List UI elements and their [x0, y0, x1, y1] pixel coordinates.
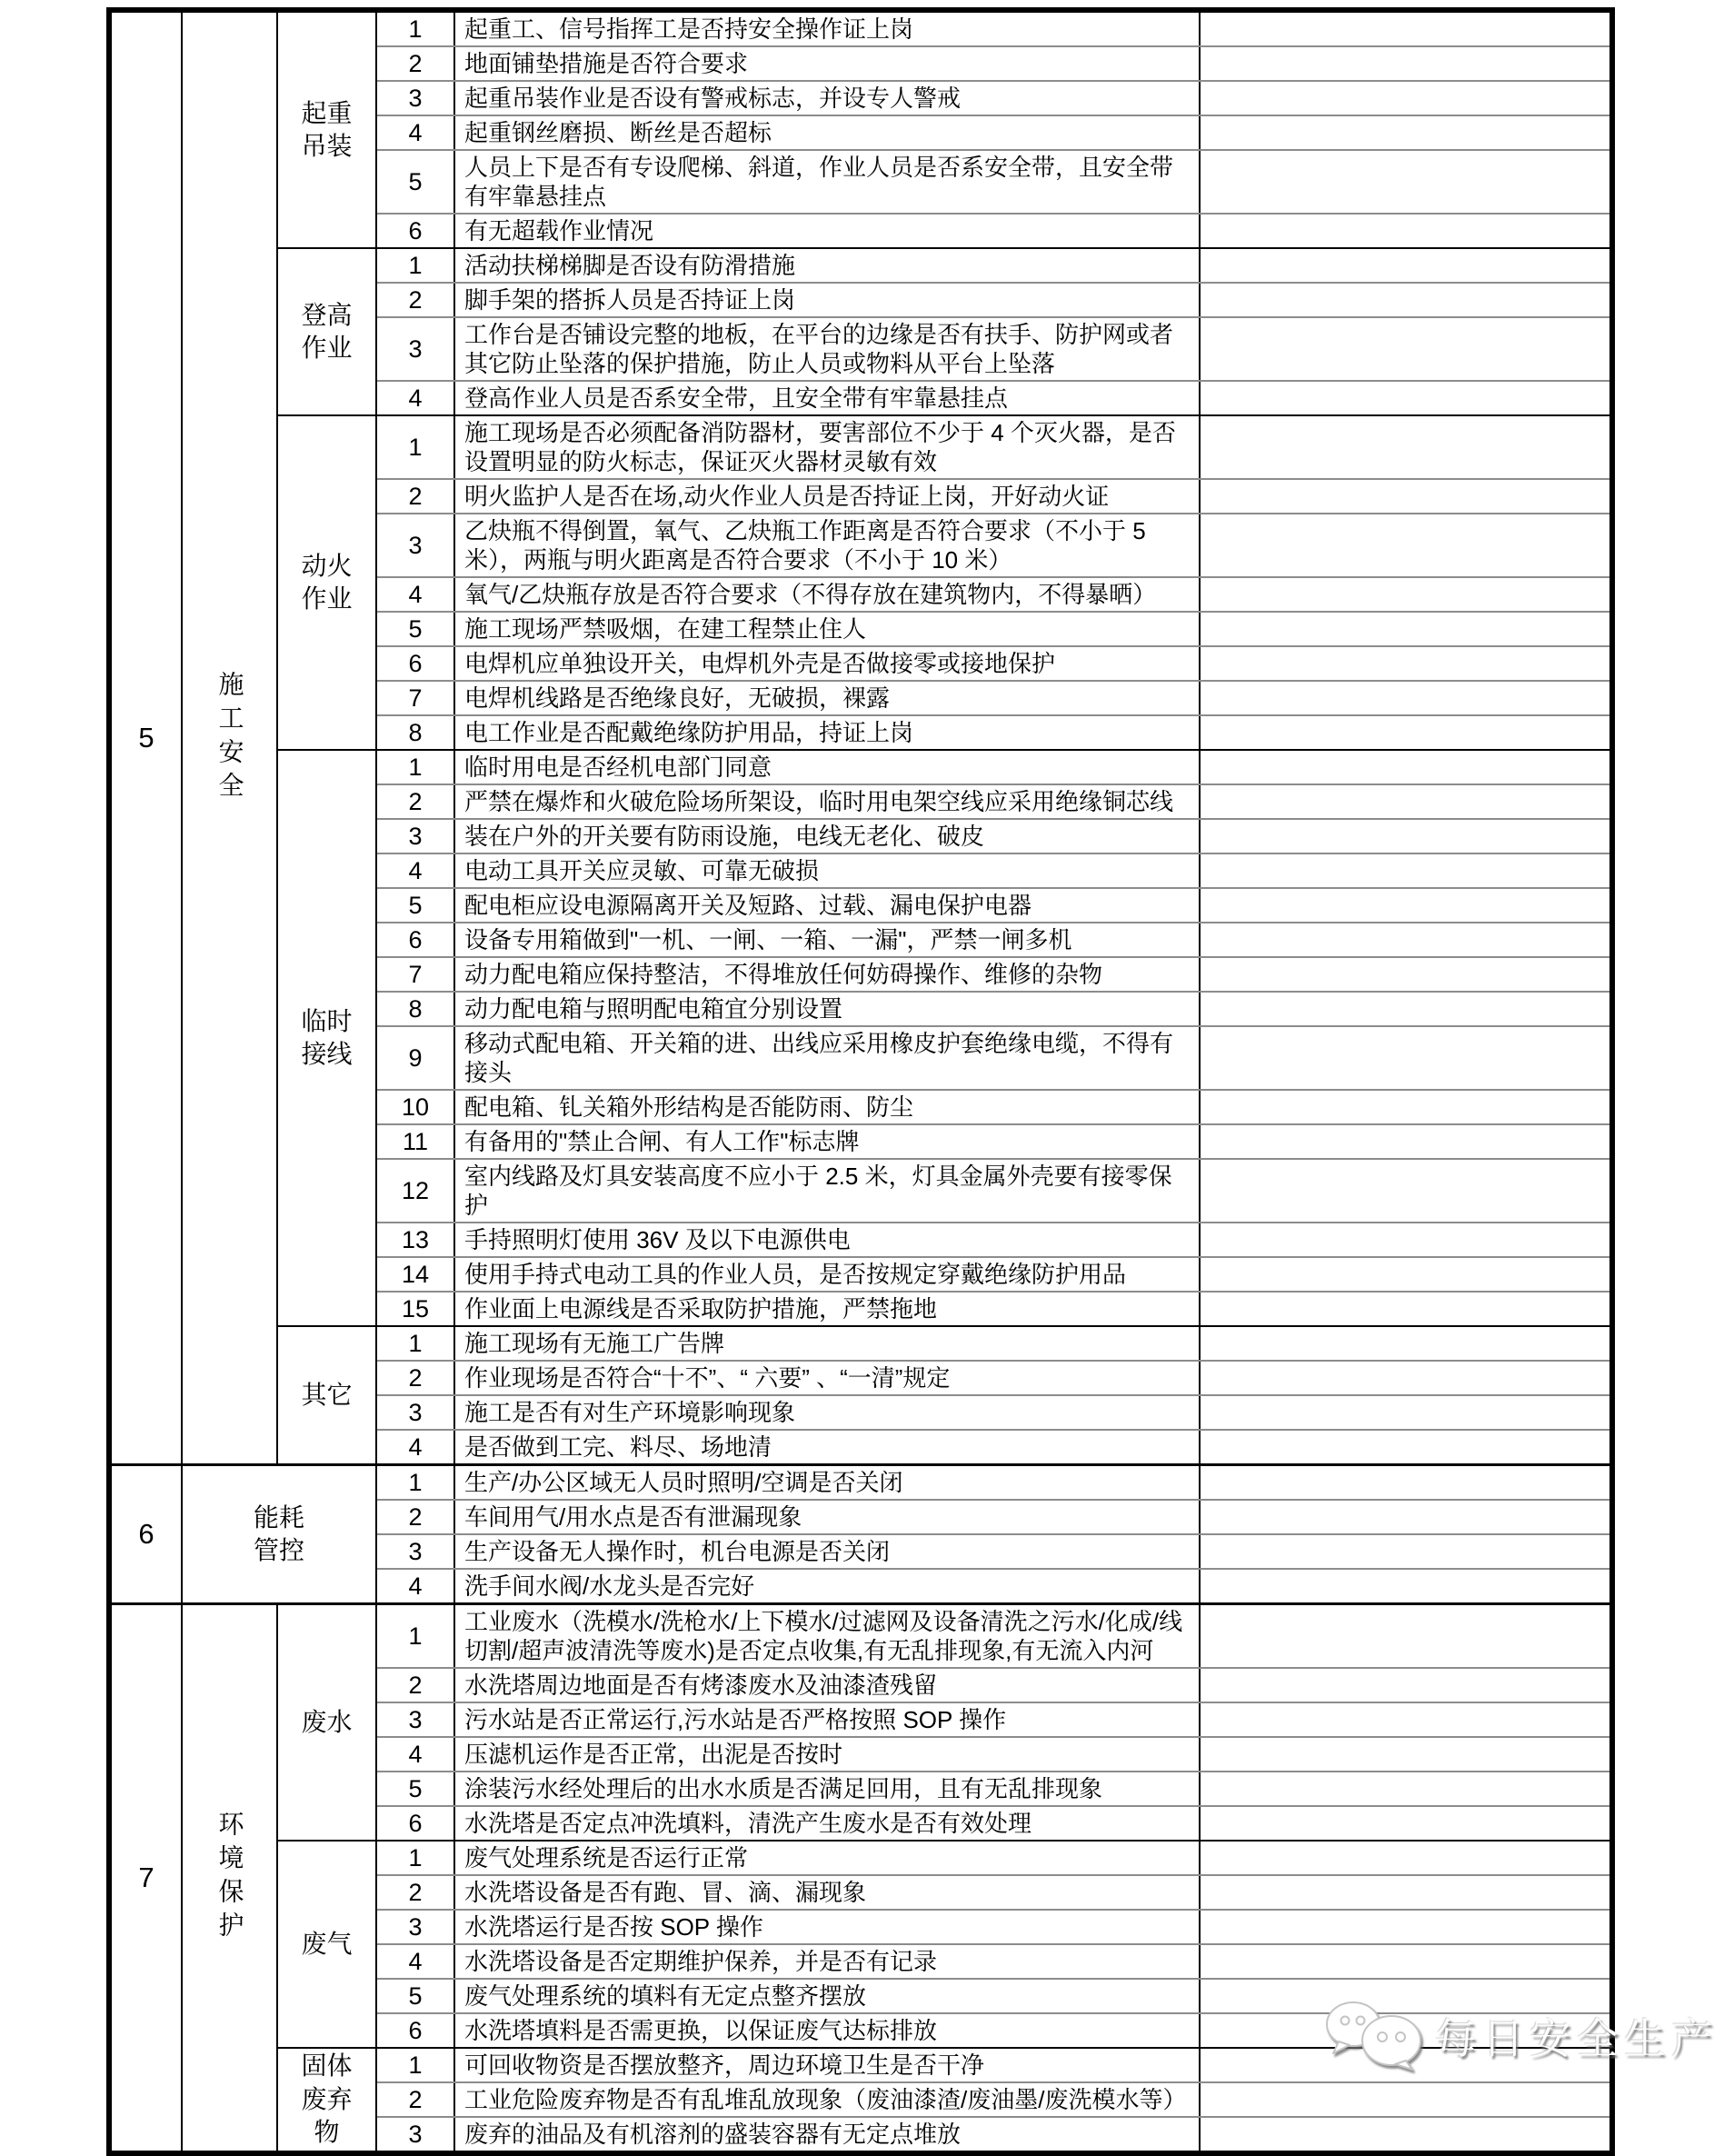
group-items: [377, 1466, 1609, 1602]
checklist-row: [377, 784, 1609, 818]
checklist-row: [377, 249, 1609, 282]
result-cell: [1201, 1501, 1609, 1533]
checklist-row: [377, 853, 1609, 887]
item-number-cell: 10: [377, 1091, 455, 1123]
result-cell: [1201, 578, 1609, 611]
item-number-cell: 4: [377, 578, 455, 611]
item-number-cell: 2: [377, 1501, 455, 1533]
item-description-cell: 有备用的"禁止合闸、有人工作"标志牌: [455, 1125, 1201, 1158]
result-cell: [1201, 1258, 1609, 1291]
item-description-cell: 室内线路及灯具安装高度不应小于 2.5 米，灯具金属外壳要有接零保护: [455, 1160, 1201, 1222]
item-number-cell: 15: [377, 1293, 455, 1325]
checklist-row: [377, 1466, 1609, 1499]
checklist-row: [377, 1394, 1609, 1429]
item-number-cell: 1: [377, 751, 455, 784]
checklist-row: [377, 282, 1609, 316]
item-number-cell: 13: [377, 1223, 455, 1256]
subcategory-cell: [278, 1327, 377, 1463]
item-description-cell: 手持照明灯使用 36V 及以下电源供电: [455, 1223, 1201, 1256]
result-cell: [1201, 1535, 1609, 1568]
checklist-row: [377, 2012, 1609, 2047]
checklist-row: [377, 1291, 1609, 1325]
item-number-cell: 4: [377, 1431, 455, 1463]
item-number-cell: 6: [377, 2014, 455, 2047]
item-description-cell: 起重吊装作业是否设有警戒标志，并设专人警戒: [455, 82, 1201, 115]
item-description-cell: 工业废水（洗模水/洗枪水/上下模水/过滤网及设备清洗之污水/化成/线切割/超声波清洗等废水)是否定点收集,有无乱排现象,有无流入内河: [455, 1605, 1201, 1667]
checklist-row: [377, 316, 1609, 380]
item-description-cell: 乙炔瓶不得倒置，氧气、乙炔瓶工作距离是否符合要求（不小于 5 米），两瓶与明火距离是否符合要求（不小于 10 米）: [455, 514, 1201, 576]
result-cell: [1201, 682, 1609, 714]
checklist-table: [106, 7, 1615, 2156]
item-description-cell: 水洗塔运行是否按 SOP 操作: [455, 1911, 1201, 1943]
group-其它: [278, 1325, 1609, 1463]
item-description-cell: 是否做到工完、料尽、场地清: [455, 1431, 1201, 1463]
checklist-row: [377, 576, 1609, 611]
item-number-cell: 1: [377, 1466, 455, 1499]
item-description-cell: 电动工具开关应灵敏、可靠无破损: [455, 854, 1201, 887]
item-number-cell: 3: [377, 1703, 455, 1736]
item-description-cell: 生产设备无人操作时，机台电源是否关闭: [455, 1535, 1201, 1568]
checklist-row: [377, 478, 1609, 513]
group-固体废弃物: [278, 2047, 1609, 2151]
section-number-cell: 6: [112, 1466, 183, 1602]
item-description-cell: 水洗塔是否定点冲洗填料，清洗产生废水是否有效处理: [455, 1807, 1201, 1840]
checklist-row: [377, 1533, 1609, 1568]
item-number-cell: 12: [377, 1160, 455, 1222]
category-label: 能耗管控: [253, 1502, 304, 1564]
subcategory-label: 固体废弃物: [301, 2051, 353, 2147]
result-cell: [1201, 116, 1609, 149]
result-cell: [1201, 2118, 1609, 2151]
result-cell: [1201, 1362, 1609, 1394]
section-7: [112, 1602, 1609, 2151]
subcategory-cell: [278, 751, 377, 1325]
subcategory-cell: [278, 13, 377, 247]
item-description-cell: 水洗塔周边地面是否有烤漆废水及油漆渣残留: [455, 1669, 1201, 1702]
item-number-cell: 2: [377, 480, 455, 513]
result-cell: [1201, 820, 1609, 853]
item-description-cell: 电焊机应单独设开关，电焊机外壳是否做接零或接地保护: [455, 647, 1201, 680]
result-cell: [1201, 1605, 1609, 1667]
item-description-cell: 设备专用箱做到"一机、一闸、一箱、一漏"，严禁一闸多机: [455, 923, 1201, 956]
checklist-row: [377, 1256, 1609, 1291]
result-cell: [1201, 1125, 1609, 1158]
result-cell: [1201, 47, 1609, 80]
item-description-cell: 电工作业是否配戴绝缘防护用品，持证上岗: [455, 716, 1201, 749]
item-number-cell: 3: [377, 82, 455, 115]
item-description-cell: 装在户外的开关要有防雨设施，电线无老化、破皮: [455, 820, 1201, 853]
checklist-row: [377, 1805, 1609, 1840]
item-number-cell: 9: [377, 1027, 455, 1089]
item-number-cell: 1: [377, 1327, 455, 1360]
result-cell: [1201, 1160, 1609, 1222]
checklist-row: [377, 1605, 1609, 1667]
subcategory-label: 临时接线: [301, 1006, 353, 1068]
result-cell: [1201, 13, 1609, 45]
item-number-cell: 6: [377, 1807, 455, 1840]
item-description-cell: 施工现场是否必须配备消防器材，要害部位不少于 4 个灭火器，是否设置明显的防火标志，保证灭火器材灵敏有效: [455, 416, 1201, 478]
subcategory-cell: [278, 249, 377, 414]
subcategory-label: 动火作业: [301, 551, 353, 613]
checklist-row: [377, 149, 1609, 213]
item-description-cell: 压滤机运作是否正常，出泥是否按时: [455, 1738, 1201, 1771]
item-description-cell: 施工现场有无施工广告牌: [455, 1327, 1201, 1360]
checklist-row: [377, 1025, 1609, 1089]
item-description-cell: 洗手间水阀/水龙头是否完好: [455, 1570, 1201, 1602]
group-废气: [278, 1840, 1609, 2047]
result-cell: [1201, 249, 1609, 282]
item-description-cell: 废弃的油品及有机溶剂的盛装容器有无定点堆放: [455, 2118, 1201, 2151]
item-number-cell: 5: [377, 889, 455, 922]
group-废水: [278, 1605, 1609, 1840]
result-cell: [1201, 416, 1609, 478]
checklist-row: [377, 991, 1609, 1025]
item-number-cell: 4: [377, 1945, 455, 1978]
checklist-row: [377, 1909, 1609, 1943]
item-description-cell: 作业现场是否符合“十不”、“ 六要” 、“一清”规定: [455, 1362, 1201, 1394]
item-number-cell: 3: [377, 514, 455, 576]
subcategory-label: 其它: [301, 1380, 353, 1409]
result-cell: [1201, 1091, 1609, 1123]
checklist-row: [377, 1736, 1609, 1771]
item-description-cell: 登高作业人员是否系安全带，且安全带有牢靠悬挂点: [455, 382, 1201, 414]
checklist-row: [377, 818, 1609, 853]
result-cell: [1201, 1669, 1609, 1702]
checklist-row: [377, 1499, 1609, 1533]
result-cell: [1201, 716, 1609, 749]
item-description-cell: 污水站是否正常运行,污水站是否严格按照 SOP 操作: [455, 1703, 1201, 1736]
checklist-row: [377, 1978, 1609, 2012]
checklist-row: [377, 80, 1609, 115]
item-description-cell: 动力配电箱应保持整洁，不得堆放任何妨碍操作、维修的杂物: [455, 958, 1201, 991]
item-number-cell: 1: [377, 1842, 455, 1874]
item-description-cell: 动力配电箱与照明配电箱宜分别设置: [455, 993, 1201, 1025]
item-number-cell: 11: [377, 1125, 455, 1158]
checklist-row: [377, 13, 1609, 45]
result-cell: [1201, 993, 1609, 1025]
checklist-row: [377, 45, 1609, 80]
item-number-cell: 5: [377, 1772, 455, 1805]
item-description-cell: 生产/办公区域无人员时照明/空调是否关闭: [455, 1466, 1201, 1499]
item-number-cell: 3: [377, 1535, 455, 1568]
group-起重吊装: [278, 13, 1609, 247]
result-cell: [1201, 1396, 1609, 1429]
result-cell: [1201, 382, 1609, 414]
item-description-cell: 作业面上电源线是否采取防护措施，严禁拖地: [455, 1293, 1201, 1325]
item-description-cell: 水洗塔填料是否需更换，以保证废气达标排放: [455, 2014, 1201, 2047]
item-description-cell: 施工是否有对生产环境影响现象: [455, 1396, 1201, 1429]
checklist-row: [377, 645, 1609, 680]
item-number-cell: 3: [377, 318, 455, 380]
section-5: [112, 13, 1609, 1463]
item-description-cell: 工作台是否铺设完整的地板，在平台的边缘是否有扶手、防护网或者其它防止坠落的保护措施，防止人员或物料从平台上坠落: [455, 318, 1201, 380]
item-description-cell: 水洗塔设备是否定期维护保养，并是否有记录: [455, 1945, 1201, 1978]
result-cell: [1201, 1807, 1609, 1840]
result-cell: [1201, 1293, 1609, 1325]
item-number-cell: 1: [377, 416, 455, 478]
item-number-cell: 2: [377, 1876, 455, 1909]
result-cell: [1201, 889, 1609, 922]
item-description-cell: 人员上下是否有专设爬梯、斜道，作业人员是否系安全带，且安全带有牢靠悬挂点: [455, 151, 1201, 213]
result-cell: [1201, 1027, 1609, 1089]
item-number-cell: 3: [377, 1396, 455, 1429]
item-number-cell: 8: [377, 993, 455, 1025]
result-cell: [1201, 514, 1609, 576]
result-cell: [1201, 2014, 1609, 2047]
section-number-cell: 5: [112, 13, 183, 1463]
item-number-cell: 2: [377, 47, 455, 80]
subcategory-cell: [278, 2049, 377, 2151]
result-cell: [1201, 151, 1609, 213]
item-description-cell: 严禁在爆炸和火破危险场所架设，临时用电架空线应采用绝缘铜芯线: [455, 785, 1201, 818]
section-6: [112, 1463, 1609, 1602]
result-cell: [1201, 480, 1609, 513]
result-cell: [1201, 318, 1609, 380]
checklist-row: [377, 956, 1609, 991]
item-number-cell: 5: [377, 151, 455, 213]
subcategory-cell: [278, 1842, 377, 2047]
checklist-row: [377, 1874, 1609, 1909]
item-number-cell: 4: [377, 1738, 455, 1771]
item-number-cell: 4: [377, 854, 455, 887]
subcategory-cell: [278, 1605, 377, 1840]
result-cell: [1201, 215, 1609, 247]
checklist-row: [377, 1158, 1609, 1222]
result-cell: [1201, 1570, 1609, 1602]
item-description-cell: 废气处理系统是否运行正常: [455, 1842, 1201, 1874]
item-description-cell: 临时用电是否经机电部门同意: [455, 751, 1201, 784]
item-number-cell: 7: [377, 682, 455, 714]
subcategory-label: 废水: [301, 1707, 353, 1736]
checklist-row: [377, 1222, 1609, 1256]
item-number-cell: 2: [377, 2083, 455, 2116]
result-cell: [1201, 854, 1609, 887]
result-cell: [1201, 284, 1609, 316]
checklist-row: [377, 380, 1609, 414]
checklist-row: [377, 2116, 1609, 2151]
checklist-row: [377, 513, 1609, 576]
result-cell: [1201, 1772, 1609, 1805]
item-description-cell: 水洗塔设备是否有跑、冒、滴、漏现象: [455, 1876, 1201, 1909]
item-description-cell: 涂装污水经处理后的出水水质是否满足回用，且有无乱排现象: [455, 1772, 1201, 1805]
result-cell: [1201, 2049, 1609, 2081]
result-cell: [1201, 923, 1609, 956]
checklist-row: [377, 1943, 1609, 1978]
checklist-row: [377, 1123, 1609, 1158]
subcategory-label: 登高作业: [301, 300, 353, 362]
subcategory-cell: [278, 416, 377, 749]
result-cell: [1201, 1327, 1609, 1360]
item-number-cell: 6: [377, 215, 455, 247]
item-number-cell: 4: [377, 1570, 455, 1602]
item-number-cell: 6: [377, 647, 455, 680]
item-description-cell: 工业危险废弃物是否有乱堆乱放现象（废油漆渣/废油墨/废洗模水等）: [455, 2083, 1201, 2116]
item-description-cell: 地面铺垫措施是否符合要求: [455, 47, 1201, 80]
item-description-cell: 有无超载作业情况: [455, 215, 1201, 247]
item-description-cell: 明火监护人是否在场,动火作业人员是否持证上岗，开好动火证: [455, 480, 1201, 513]
item-number-cell: 7: [377, 958, 455, 991]
checklist-row: [377, 922, 1609, 956]
result-cell: [1201, 1223, 1609, 1256]
item-number-cell: 2: [377, 785, 455, 818]
checklist-row: [377, 714, 1609, 749]
checklist-row: [377, 1360, 1609, 1394]
checklist-row: [377, 1327, 1609, 1360]
item-number-cell: 5: [377, 1980, 455, 2012]
checklist-row: [377, 1429, 1609, 1463]
item-number-cell: 3: [377, 1911, 455, 1943]
checklist-row: [377, 1667, 1609, 1702]
result-cell: [1201, 1703, 1609, 1736]
checklist-row: [377, 416, 1609, 478]
item-description-cell: 脚手架的搭拆人员是否持证上岗: [455, 284, 1201, 316]
item-description-cell: 活动扶梯梯脚是否设有防滑措施: [455, 249, 1201, 282]
item-number-cell: 8: [377, 716, 455, 749]
item-number-cell: 1: [377, 13, 455, 45]
subcategory-label: 起重吊装: [301, 98, 353, 160]
group-登高作业: [278, 247, 1609, 414]
group-动火作业: [278, 414, 1609, 749]
result-cell: [1201, 1876, 1609, 1909]
item-description-cell: 电焊机线路是否绝缘良好，无破损，裸露: [455, 682, 1201, 714]
result-cell: [1201, 1945, 1609, 1978]
result-cell: [1201, 958, 1609, 991]
subcategory-label: 废气: [301, 1929, 353, 1958]
item-number-cell: 2: [377, 284, 455, 316]
item-description-cell: 使用手持式电动工具的作业人员，是否按规定穿戴绝缘防护用品: [455, 1258, 1201, 1291]
item-description-cell: 车间用气/用水点是否有泄漏现象: [455, 1501, 1201, 1533]
item-description-cell: 起重工、信号指挥工是否持安全操作证上岗: [455, 13, 1201, 45]
checklist-row: [377, 611, 1609, 645]
result-cell: [1201, 1431, 1609, 1463]
checklist-row: [377, 751, 1609, 784]
checklist-row: [377, 887, 1609, 922]
checklist-row: [377, 115, 1609, 149]
result-cell: [1201, 647, 1609, 680]
watermark-text: 每日安全生产: [1435, 2015, 1719, 2062]
item-number-cell: 1: [377, 249, 455, 282]
result-cell: [1201, 751, 1609, 784]
section-number-cell: 7: [112, 1605, 183, 2151]
item-number-cell: 4: [377, 382, 455, 414]
item-number-cell: 6: [377, 923, 455, 956]
result-cell: [1201, 82, 1609, 115]
checklist-row: [377, 1089, 1609, 1123]
checklist-row: [377, 2081, 1609, 2116]
item-description-cell: 配电箱、钆关箱外形结构是否能防雨、防尘: [455, 1091, 1201, 1123]
checklist-row: [377, 213, 1609, 247]
result-cell: [1201, 1738, 1609, 1771]
checklist-row: [377, 1842, 1609, 1874]
checklist-row: [377, 680, 1609, 714]
result-cell: [1201, 785, 1609, 818]
item-number-cell: 2: [377, 1669, 455, 1702]
group-临时接线: [278, 749, 1609, 1325]
item-description-cell: 氧气/乙炔瓶存放是否符合要求（不得存放在建筑物内，不得暴晒）: [455, 578, 1201, 611]
result-cell: [1201, 1842, 1609, 1874]
item-description-cell: 移动式配电箱、开关箱的进、出线应采用橡皮护套绝缘电缆，不得有接头: [455, 1027, 1201, 1089]
checklist-row: [377, 1702, 1609, 1736]
item-number-cell: 3: [377, 2118, 455, 2151]
checklist-row: [377, 1771, 1609, 1805]
item-description-cell: 可回收物资是否摆放整齐，周边环境卫生是否干净: [455, 2049, 1201, 2081]
category-cell: 环境保护: [183, 1605, 278, 2151]
checklist-row: [377, 1568, 1609, 1602]
checklist-row: [377, 2049, 1609, 2081]
result-cell: [1201, 613, 1609, 645]
category-cell: [183, 1466, 377, 1602]
item-number-cell: 14: [377, 1258, 455, 1291]
item-number-cell: 5: [377, 613, 455, 645]
result-cell: [1201, 1466, 1609, 1499]
category-cell: 施工安全: [183, 13, 278, 1463]
result-cell: [1201, 1980, 1609, 2012]
item-description-cell: 配电柜应设电源隔离开关及短路、过载、漏电保护电器: [455, 889, 1201, 922]
item-number-cell: 4: [377, 116, 455, 149]
item-number-cell: 2: [377, 1362, 455, 1394]
item-description-cell: 施工现场严禁吸烟，在建工程禁止住人: [455, 613, 1201, 645]
item-number-cell: 1: [377, 2049, 455, 2081]
result-cell: [1201, 1911, 1609, 1943]
item-number-cell: 1: [377, 1605, 455, 1667]
item-description-cell: 废气处理系统的填料有无定点整齐摆放: [455, 1980, 1201, 2012]
item-description-cell: 起重钢丝磨损、断丝是否超标: [455, 116, 1201, 149]
item-number-cell: 3: [377, 820, 455, 853]
